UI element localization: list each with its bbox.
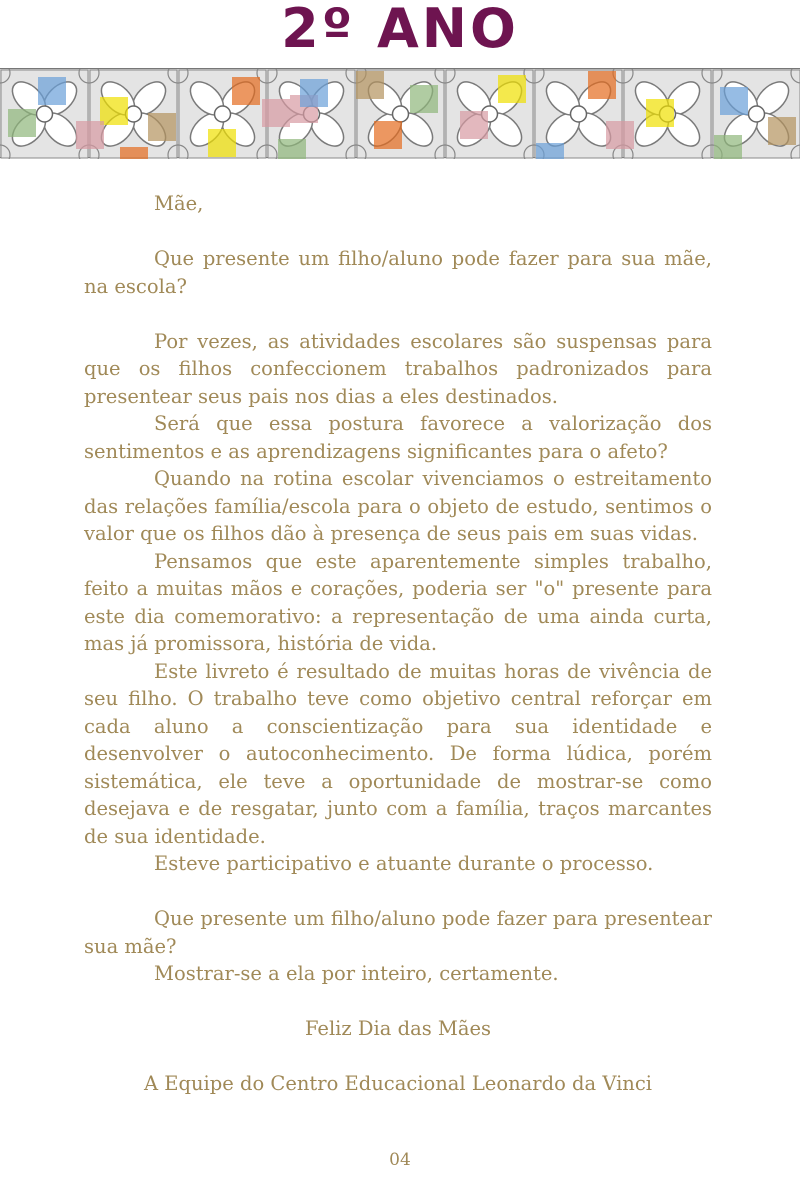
color-square bbox=[232, 77, 260, 105]
color-square bbox=[38, 77, 66, 105]
page-title: 2º ANO bbox=[281, 0, 519, 60]
page-number: 04 bbox=[389, 1150, 411, 1170]
paragraph-8: Que presente um filho/aluno pode fazer para presentear sua mãe? bbox=[84, 907, 712, 958]
color-square bbox=[300, 79, 328, 107]
color-square bbox=[720, 87, 748, 115]
color-square bbox=[262, 99, 290, 127]
paragraph-5: Pensamos que este aparentemente simples trabalho, feito a muitas mãos e corações, poderia ser "o" presente para este dia comemorativo: a representação de uma ainda curta, mas já promissora, história de vida. bbox=[84, 549, 712, 655]
decorative-tile-banner bbox=[0, 68, 800, 158]
color-square bbox=[714, 135, 742, 159]
paragraph-6: Este livreto é resultado de muitas horas de vivência de seu filho. O trabalho teve como objetivo central reforçar em cada aluno a conscientização para sua identidade e desenvolver o autoconhecimento. De forma lúdica, porém sistemática, ele teve a oportunidade de mostrar-se como desejava e de resgatar, junto com a família, traços marcantes de sua identidade. bbox=[84, 659, 712, 848]
tile-center bbox=[215, 106, 231, 122]
color-square bbox=[356, 71, 384, 99]
color-square bbox=[278, 139, 306, 159]
paragraph-1: Que presente um filho/aluno pode fazer para sua mãe, na escola? bbox=[84, 247, 712, 298]
color-square bbox=[8, 109, 36, 137]
color-square bbox=[76, 121, 104, 149]
paragraph-2: Por vezes, as atividades escolares são suspensas para que os filhos confeccionem trabalhos padronizados para presentear seus pais nos dias a eles destinados. bbox=[84, 329, 712, 408]
tile-center bbox=[749, 106, 765, 122]
color-square bbox=[646, 99, 674, 127]
signature: A Equipe do Centro Educacional Leonardo da Vinci bbox=[143, 1072, 653, 1095]
closing: Feliz Dia das Mães bbox=[304, 1017, 492, 1040]
letter-body bbox=[84, 190, 712, 1098]
color-square bbox=[606, 121, 634, 149]
color-square bbox=[536, 143, 564, 159]
color-square bbox=[100, 97, 128, 125]
tile-center bbox=[37, 106, 53, 122]
color-square bbox=[208, 129, 236, 157]
paragraph-4: Quando na rotina escolar vivenciamos o estreitamento das relações família/escola para o objeto de estudo, sentimos o valor que os filhos dão à presença de seus pais em suas vidas. bbox=[84, 467, 712, 545]
color-square bbox=[768, 117, 796, 145]
tile-center bbox=[571, 106, 587, 122]
tile-center bbox=[393, 106, 409, 122]
color-square bbox=[148, 113, 176, 141]
color-square bbox=[120, 147, 148, 159]
color-square bbox=[460, 111, 488, 139]
color-square bbox=[374, 121, 402, 149]
salutation: Mãe, bbox=[154, 192, 204, 215]
color-square bbox=[498, 75, 526, 103]
paragraph-3: Será que essa postura favorece a valorização dos sentimentos e as aprendizagens significantes para o afeto? bbox=[84, 412, 712, 463]
paragraph-9: Mostrar-se a ela por inteiro, certamente. bbox=[154, 962, 559, 985]
color-square bbox=[410, 85, 438, 113]
color-square bbox=[588, 71, 616, 99]
paragraph-7: Esteve participativo e atuante durante o processo. bbox=[154, 852, 654, 875]
